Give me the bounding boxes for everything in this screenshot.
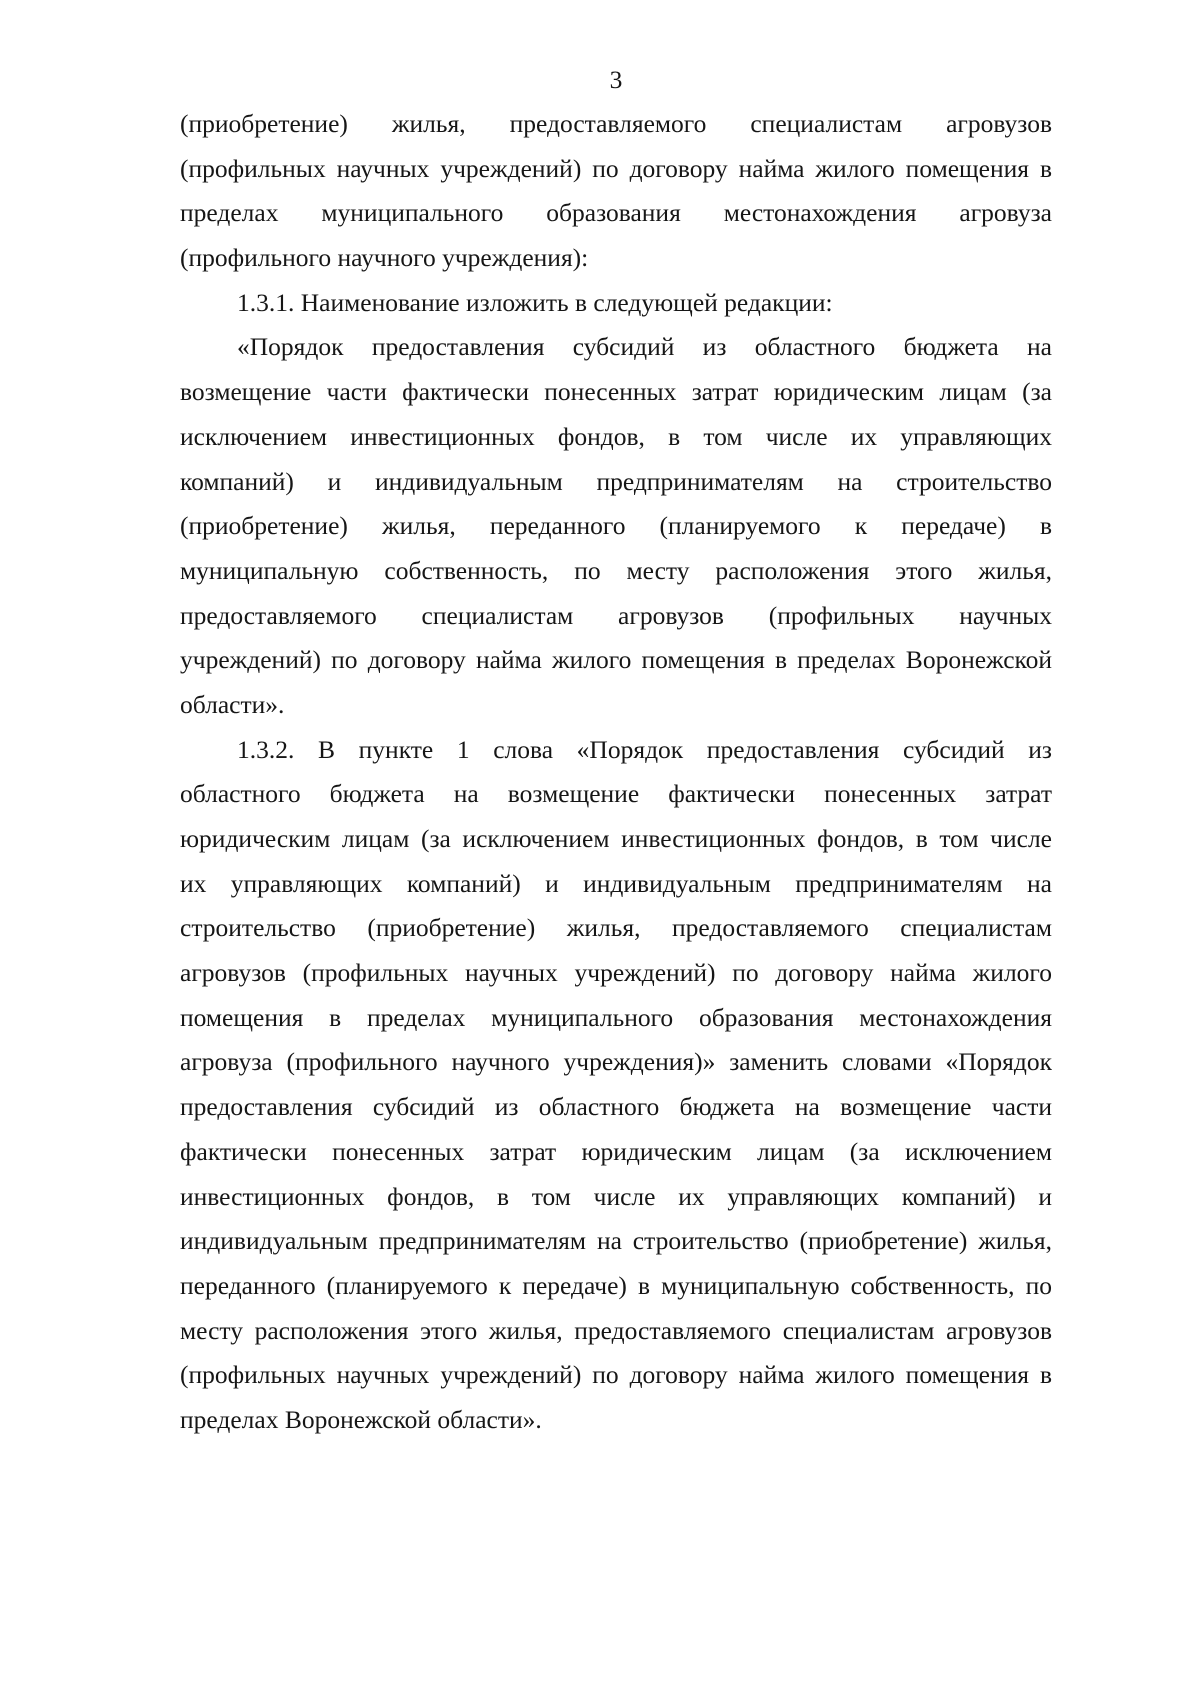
paragraph-continuation — [180, 102, 1052, 281]
text-line: компаний) и индивидуальным предпринимателям на строительство — [180, 466, 1052, 496]
text-line: инвестиционных фондов, в том числе их управляющих компаний) и — [180, 1181, 1052, 1211]
text-line: переданного (планируемого к передаче) в муниципальную собственность, по — [180, 1270, 1052, 1300]
text-line: фактически понесенных затрат юридическим лицам (за исключением — [180, 1136, 1052, 1166]
paragraph-1-3-1 — [180, 281, 1052, 326]
text-line: 1.3.1. Наименование изложить в следующей редакции: — [237, 287, 833, 317]
text-line: агровузов (профильных научных учреждений) по договору найма жилого — [180, 958, 1052, 988]
text-line: пределах Воронежской области». — [180, 1404, 542, 1434]
text-line: строительство (приобретение) жилья, предоставляемого специалистам — [180, 913, 1052, 943]
text-line: индивидуальным предпринимателям на строительство (приобретение) жилья, — [180, 1226, 1052, 1256]
text-line: (профильных научных учреждений) по договору найма жилого помещения в — [180, 153, 1052, 183]
text-line: (приобретение) жилья, предоставляемого специалистам агровузов — [180, 109, 1052, 138]
text-line: (приобретение) жилья, переданного (планируемого к передаче) в — [180, 511, 1052, 541]
text-line: предоставления субсидий из областного бюджета на возмещение части — [180, 1092, 1052, 1122]
text-line: агровуза (профильного научного учреждения)» заменить словами «Порядок — [180, 1047, 1052, 1077]
text-line: (профильного научного учреждения): — [180, 243, 589, 273]
text-line: муниципальную собственность, по месту расположения этого жилья, — [180, 555, 1052, 585]
document-body — [180, 102, 1052, 1443]
text-line: (профильных научных учреждений) по договору найма жилого помещения в — [180, 1360, 1052, 1390]
text-line: 1.3.2. В пункте 1 слова «Порядок предоставления субсидий из — [237, 734, 1052, 764]
text-line: пределах муниципального образования местонахождения агровуза — [180, 198, 1052, 228]
paragraph-quoted-title — [180, 325, 1052, 727]
text-line: предоставляемого специалистам агровузов (профильных научных — [180, 600, 1052, 630]
text-line: их управляющих компаний) и индивидуальным предпринимателям на — [180, 868, 1052, 898]
paragraph-1-3-2 — [180, 728, 1052, 1443]
text-line: помещения в пределах муниципального образования местонахождения — [180, 1002, 1052, 1032]
text-line: возмещение части фактически понесенных затрат юридическим лицам (за — [180, 377, 1052, 407]
text-line: юридическим лицам (за исключением инвестиционных фондов, в том числе — [180, 824, 1052, 853]
text-line: области». — [180, 689, 285, 719]
text-line: учреждений) по договору найма жилого помещения в пределах Воронежской — [180, 645, 1052, 675]
text-line: «Порядок предоставления субсидий из областного бюджета на — [237, 332, 1052, 362]
page-number: 3 — [609, 65, 623, 94]
text-line: месту расположения этого жилья, предоставляемого специалистам агровузов — [180, 1315, 1052, 1345]
text-line: исключением инвестиционных фондов, в том числе их управляющих — [180, 421, 1052, 451]
text-line: областного бюджета на возмещение фактически понесенных затрат — [180, 779, 1052, 809]
